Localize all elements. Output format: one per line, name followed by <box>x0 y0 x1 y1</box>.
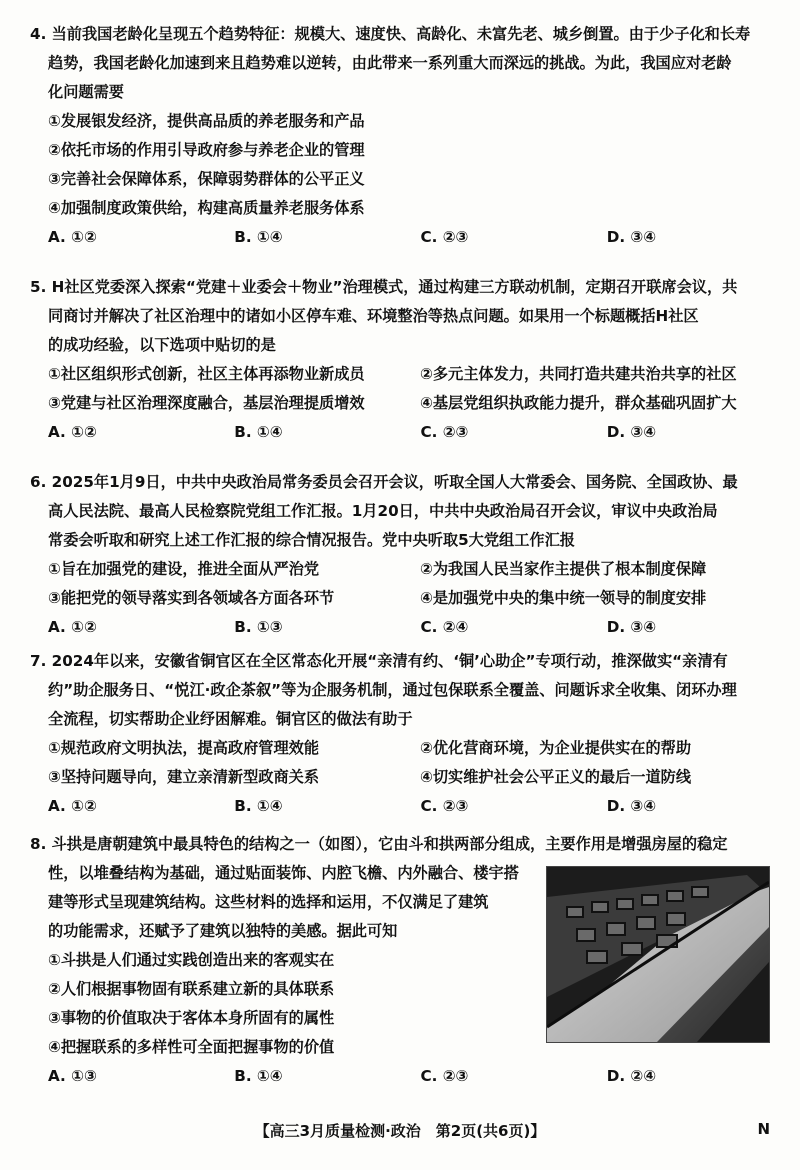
q6-option-row-1 <box>30 555 775 584</box>
q7-choice-d[interactable]: D. ③④ <box>606 797 657 815</box>
q4-option-3: ③完善社会保障体系，保障弱势群体的公平正义 <box>48 170 365 188</box>
q6-choice-d[interactable]: D. ③④ <box>606 618 657 636</box>
q7-stem-line-3: 全流程，切实帮助企业纾困解难。铜官区的做法有助于 <box>48 710 413 728</box>
q6-choice-b[interactable]: B. ①③ <box>234 618 283 636</box>
q8-option-2: ②人们根据事物固有联系建立新的具体联系 <box>48 980 335 998</box>
q5-choice-b[interactable]: B. ①④ <box>234 423 283 441</box>
q7-option-4: ④切实维护社会公平正义的最后一道防线 <box>420 768 692 786</box>
q4-choice-d[interactable]: D. ③④ <box>606 228 657 246</box>
q7-choice-a[interactable]: A. ①② <box>48 797 97 815</box>
q5-option-2: ②多元主体发力，共同打造共建共治共享的社区 <box>420 365 737 383</box>
q5-choices <box>30 418 775 447</box>
q4-choice-c[interactable]: C. ②③ <box>420 228 469 246</box>
q5-stem-line-1: 5. H社区党委深入探索“党建＋业委会＋物业”治理模式，通过构建三方联动机制，定期召开联席会议，共 <box>30 278 738 296</box>
q6-stem-line-2: 高人民法院、最高人民检察院党组工作汇报。1月20日，中共中央政治局召开会议，审议中央政治局 <box>48 502 718 520</box>
q8-choice-b[interactable]: B. ①④ <box>234 1067 283 1085</box>
q6-option-1: ①旨在加强党的建设，推进全面从严治党 <box>48 560 320 578</box>
q4-choices <box>30 223 775 252</box>
q7-choice-c[interactable]: C. ②③ <box>420 797 469 815</box>
q5-choice-d[interactable]: D. ③④ <box>606 423 657 441</box>
q8-choice-a[interactable]: A. ①③ <box>48 1067 97 1085</box>
q4-option-2: ②依托市场的作用引导政府参与养老企业的管理 <box>48 141 365 159</box>
footer-paper-code: N <box>757 1120 770 1138</box>
q5-option-row-2 <box>30 389 775 418</box>
q4-option-4: ④加强制度政策供给，构建高质量养老服务体系 <box>48 199 365 217</box>
q4-stem-line-2: 趋势，我国老龄化加速到来且趋势难以逆转，由此带来一系列重大而深远的挑战。为此，我国应对老龄 <box>48 54 732 72</box>
q7-choices <box>30 792 775 821</box>
q5-option-4: ④基层党组织执政能力提升，群众基础巩固扩大 <box>420 394 737 412</box>
q8-stem-line-3: 建等形式呈现建筑结构。这些材料的选择和运用，不仅满足了建筑 <box>48 893 489 911</box>
q5-choice-c[interactable]: C. ②③ <box>420 423 469 441</box>
q5-stem-line-2: 同商讨并解决了社区治理中的诸如小区停车难、环境整治等热点问题。如果用一个标题概括H社区 <box>48 307 699 325</box>
q7-option-3: ③坚持问题导向，建立亲清新型政商关系 <box>48 768 320 786</box>
dougong-photo <box>546 866 770 1043</box>
q6-stem-line-1: 6. 2025年1月9日，中共中央政治局常务委员会召开会议，听取全国人大常委会、国务院、全国政协、最 <box>30 473 738 491</box>
q7-stem-line-2: 约”助企服务日、“悦江·政企茶叙”等为企服务机制，通过包保联系全覆盖、问题诉求全收集、闭环办理 <box>48 681 737 699</box>
q4-choice-b[interactable]: B. ①④ <box>234 228 283 246</box>
q7-option-row-1 <box>30 734 775 763</box>
q6-option-2: ②为我国人民当家作主提供了根本制度保障 <box>420 560 707 578</box>
q6-option-3: ③能把党的领导落实到各领域各方面各环节 <box>48 589 335 607</box>
q5-option-1: ①社区组织形式创新，社区主体再添物业新成员 <box>48 365 365 383</box>
q7-stem-line-1: 7. 2024年以来，安徽省铜官区在全区常态化开展“亲清有约、‘铜’心助企”专项行动，推深做实“亲清有 <box>30 652 728 670</box>
q6-choices <box>30 613 775 642</box>
q6-choice-a[interactable]: A. ①② <box>48 618 97 636</box>
question-7 <box>30 647 775 821</box>
q8-option-3: ③事物的价值取决于客体本身所固有的属性 <box>48 1009 335 1027</box>
q7-choice-b[interactable]: B. ①④ <box>234 797 283 815</box>
q8-option-4: ④把握联系的多样性可全面把握事物的价值 <box>48 1038 335 1056</box>
q8-choices <box>30 1062 775 1091</box>
question-5 <box>30 273 775 447</box>
q7-option-1: ①规范政府文明执法，提高政府管理效能 <box>48 739 320 757</box>
q4-stem-line-3: 化问题需要 <box>48 83 124 101</box>
q4-choice-a[interactable]: A. ①② <box>48 228 97 246</box>
q7-option-2: ②优化营商环境，为企业提供实在的帮助 <box>420 739 692 757</box>
q5-stem-line-3: 的成功经验，以下选项中贴切的是 <box>48 336 276 354</box>
q4-stem-line-1: 4. 当前我国老龄化呈现五个趋势特征：规模大、速度快、高龄化、未富先老、城乡倒置。由于少子化和长寿 <box>30 25 751 43</box>
q8-stem-line-2: 性，以堆叠结构为基础，通过贴面装饰、内腔飞檐、内外融合、楼宇搭 <box>48 864 519 882</box>
footer-page-info: 【高三3月质量检测·政治 第2页(共6页)】 <box>254 1122 546 1140</box>
dougong-illustration <box>547 867 769 1042</box>
q8-option-1: ①斗拱是人们通过实践创造出来的客观实在 <box>48 951 335 969</box>
q8-stem-line-1: 8. 斗拱是唐朝建筑中最具特色的结构之一（如图），它由斗和拱两部分组成，主要作用是增强房屋的稳定 <box>30 835 728 853</box>
q6-stem-line-3: 常委会听取和研究上述工作汇报的综合情况报告。党中央听取5大党组工作汇报 <box>48 531 575 549</box>
question-6 <box>30 468 775 642</box>
q5-option-row-1 <box>30 360 775 389</box>
q8-choice-c[interactable]: C. ②③ <box>420 1067 469 1085</box>
q6-choice-c[interactable]: C. ②④ <box>420 618 469 636</box>
q8-stem-line-4: 的功能需求，还赋予了建筑以独特的美感。据此可知 <box>48 922 398 940</box>
q5-choice-a[interactable]: A. ①② <box>48 423 97 441</box>
q7-option-row-2 <box>30 763 775 792</box>
q5-option-3: ③党建与社区治理深度融合，基层治理提质增效 <box>48 394 365 412</box>
question-4 <box>30 20 775 252</box>
q6-option-4: ④是加强党中央的集中统一领导的制度安排 <box>420 589 707 607</box>
q4-option-1: ①发展银发经济，提供高品质的养老服务和产品 <box>48 112 365 130</box>
q8-choice-d[interactable]: D. ②④ <box>606 1067 657 1085</box>
q6-option-row-2 <box>30 584 775 613</box>
